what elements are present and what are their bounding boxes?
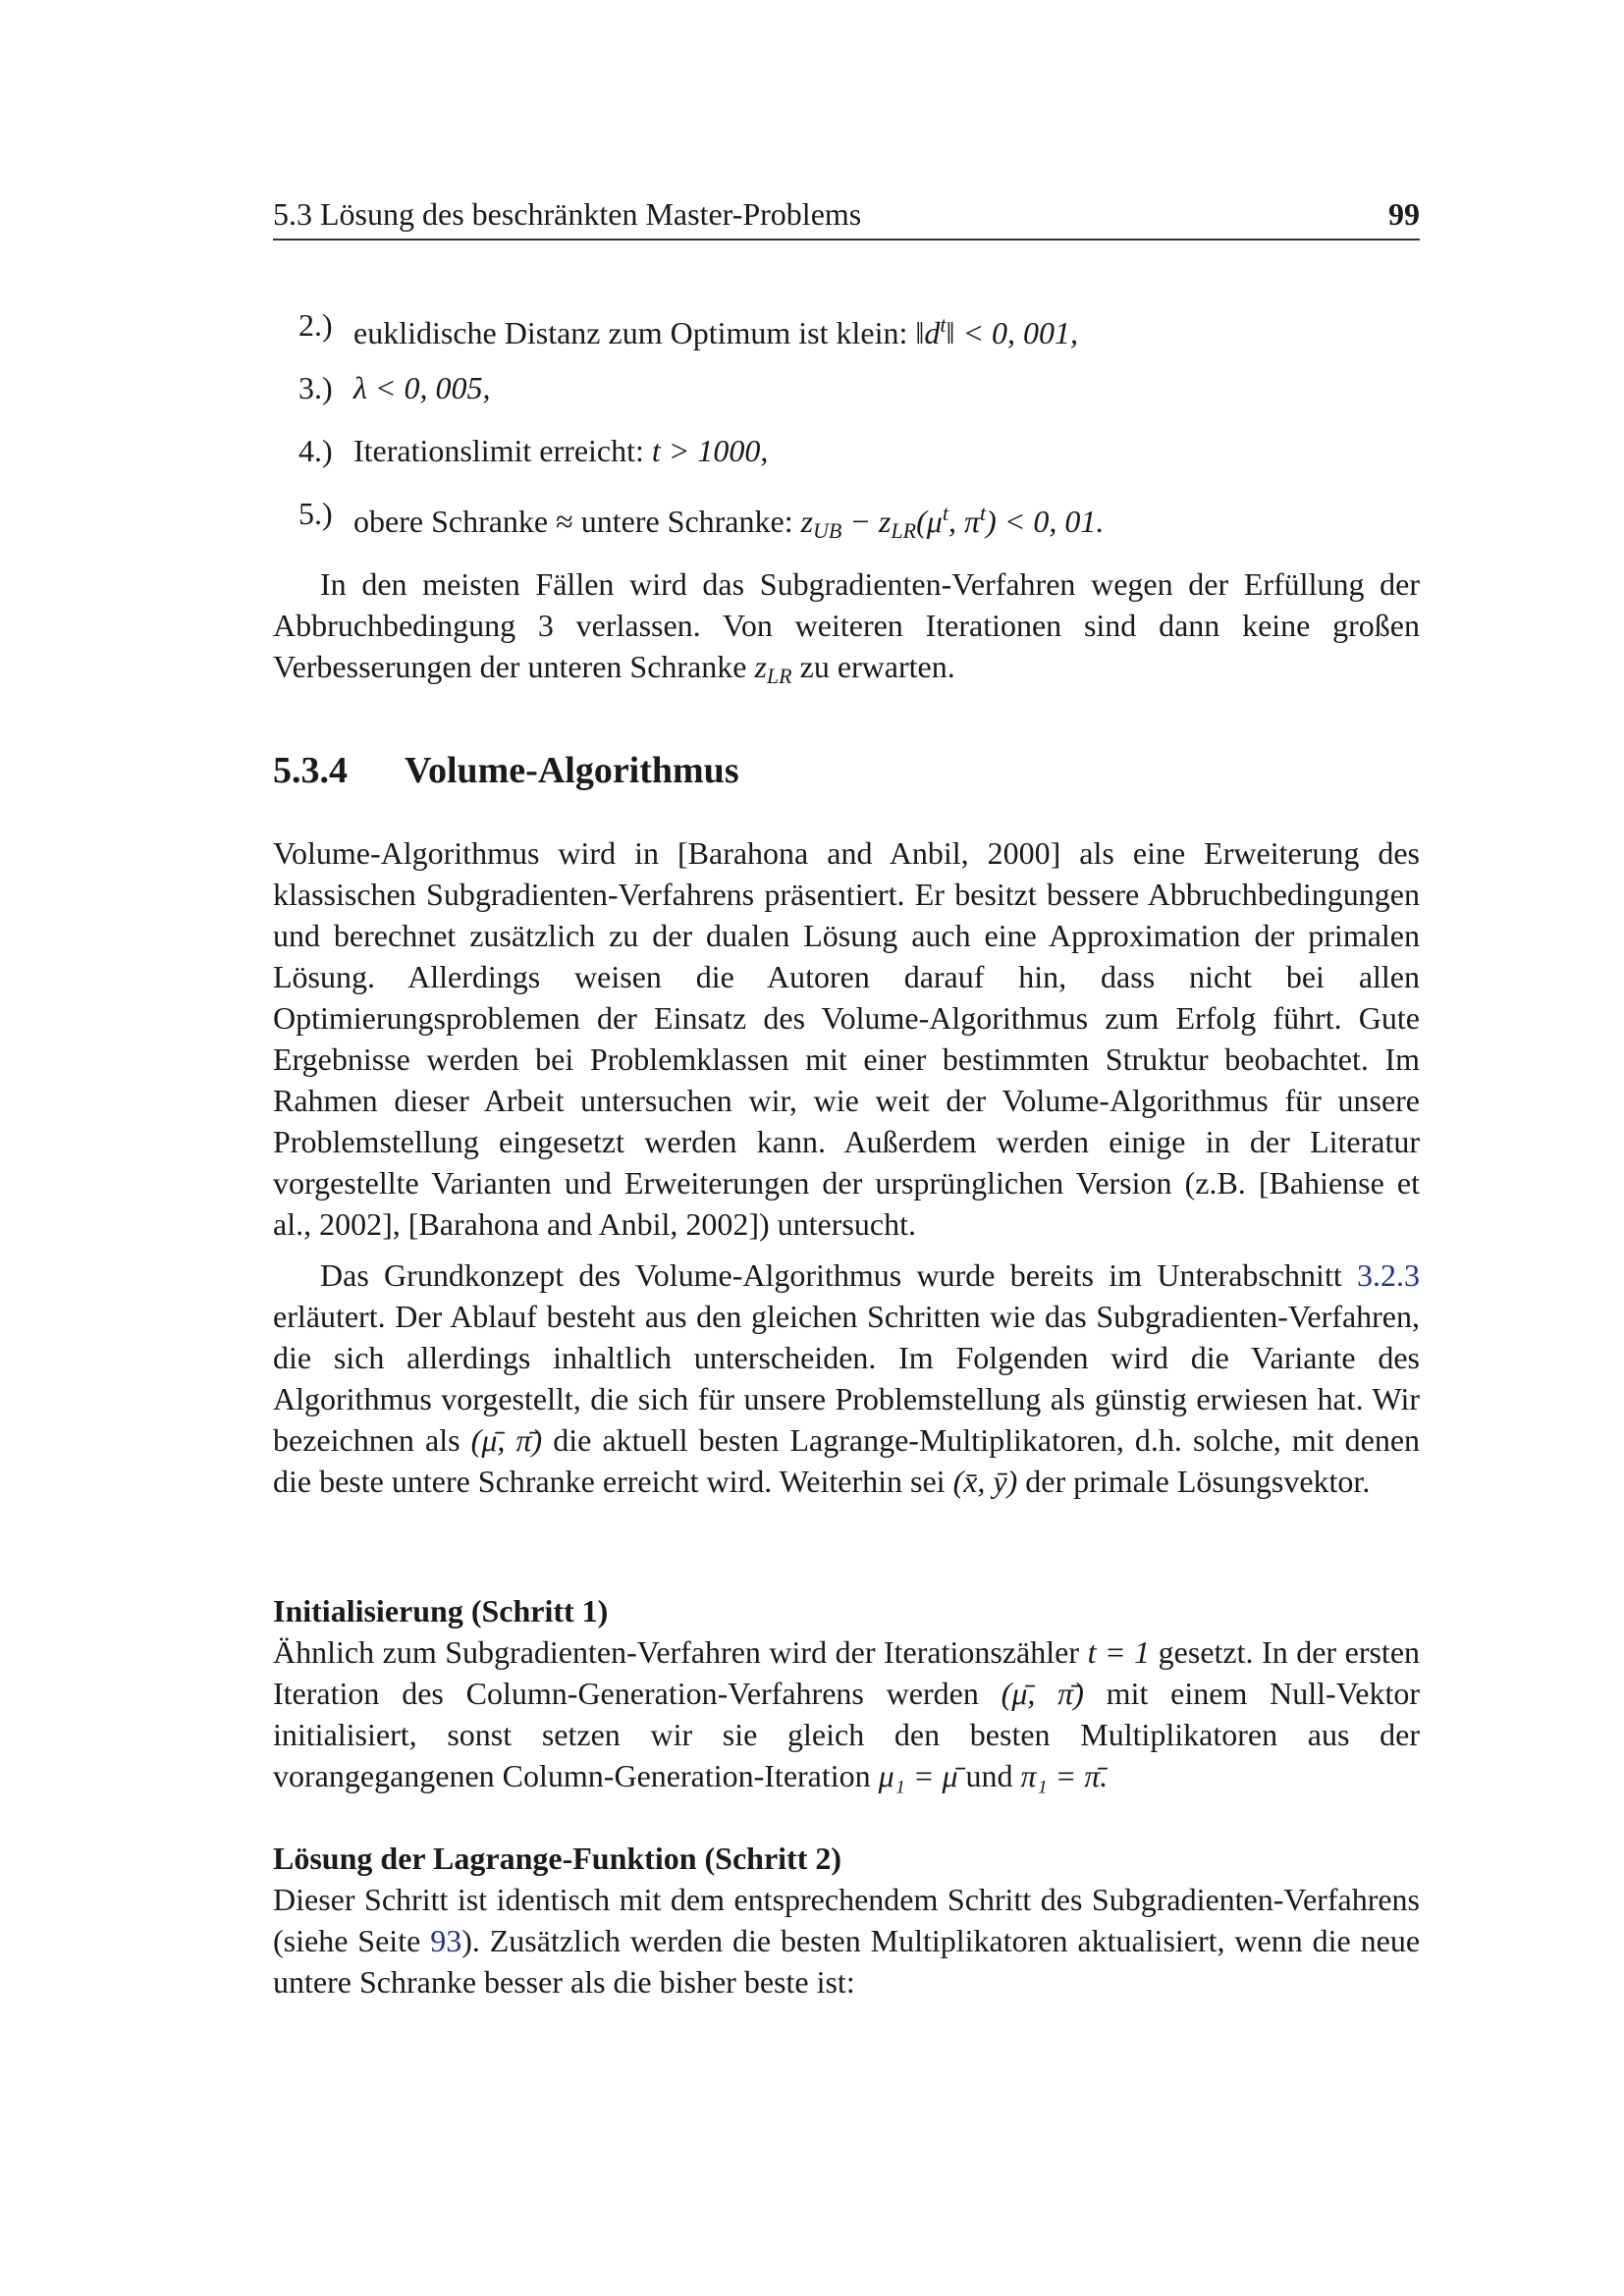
header-section-title: 5.3 Lösung des beschränkten Master-Problems	[273, 196, 862, 232]
list-item-label: 5.)	[298, 496, 333, 531]
step-initialisierung: Initialisierung (Schritt 1) Ähnlich zum Subgradienten-Verfahren wird der Iterationszähler t = 1 gesetzt. In der ersten Iteration des Column-Generation-Verfahrens werden (μ̄, π̄) mit einem Null-Vektor initialisiert, sonst setzen wir sie gleich den besten Multiplikatoren aus der vorangegangenen Column-Generation-Iteration μ₁ = μ̄ und π₁ = π̄.	[273, 1590, 1420, 1796]
math-inline: $z_{LR}$	[754, 649, 792, 688]
math-inline: (μ̄, π̄)	[470, 1422, 543, 1458]
subsection-heading	[273, 746, 1420, 795]
list-item-label: 4.)	[298, 433, 333, 468]
math-inline: $‖d^t‖ < 0$, 001,	[915, 312, 1079, 350]
step-lagrange-funktion: Lösung der Lagrange-Funktion (Schritt 2) Dieser Schritt ist identisch mit dem entsprechendem Schritt des Subgradienten-Verfahrens (siehe Seite 93). Zusätzlich werden die besten Multiplikatoren aktualisiert, wenn die neue untere Schranke besser als die bisher beste ist:	[273, 1838, 1420, 2002]
list-item-text	[353, 304, 1078, 353]
step-heading: Lösung der Lagrange-Funktion (Schritt 2)	[273, 1841, 842, 1876]
page-reference-link[interactable]: 93	[430, 1923, 462, 1958]
section-reference-link[interactable]: 3.2.3	[1357, 1257, 1420, 1293]
math-inline: (x̄, ȳ)	[952, 1464, 1018, 1499]
math-inline: t = 1	[1087, 1634, 1151, 1670]
list-item-text	[353, 493, 1104, 552]
paragraph-volume-intro: Volume-Algorithmus wird in [Barahona and Anbil, 2000] als eine Erweiterung des klassischen Subgradienten-Verfahrens präsentiert. Er besitzt bessere Abbruchbedingungen und berechnet zusätzlich zu der dualen Lösung auch eine Approximation der primalen Lösung. Allerdings weisen die Autoren darauf hin, dass nicht bei allen Optimierungsproblemen der Einsatz des Volume-Algorithmus zum Erfolg führt. Gute Ergebnisse werden bei Problemklassen mit einer bestimmten Struktur beobachtet. Im Rahmen dieser Arbeit untersuchen wir, wie weit der Volume-Algorithmus für unsere Problemstellung eingesetzt werden kann. Außerdem werden einige in der Literatur vorgestellte Varianten und Erweiterungen der ursprünglichen Version (z.B. [Bahiense et al., 2002], [Barahona and Anbil, 2002]) untersucht.	[273, 835, 1420, 1242]
list-item	[273, 304, 1420, 367]
math-inline: π₁ = π̄.	[1020, 1758, 1109, 1793]
list-item-text	[353, 430, 768, 471]
list-item	[273, 430, 1420, 493]
list-item-label: 2.)	[298, 307, 333, 343]
math-inline: μ₁ = μ̄	[878, 1758, 958, 1793]
math-inline: $z_{UB} - z_{LR}(\mu^t$, $\pi^t) < 0$, 01.	[800, 501, 1105, 543]
list-item	[273, 367, 1420, 430]
math-inline: t > 1000,	[651, 433, 769, 468]
list-item-body: euklidische Distanz zum Optimum ist klein:	[353, 315, 908, 350]
subsection-number: 5.3.4	[273, 750, 348, 791]
list-item-text	[353, 367, 490, 408]
math-inline: (μ̄, π̄)	[1001, 1676, 1084, 1711]
list-item-body: obere Schranke ≈ untere Schranke:	[353, 504, 793, 539]
page-number: 99	[1388, 196, 1420, 232]
step-heading: Initialisierung (Schritt 1)	[273, 1593, 609, 1629]
subsection-title: Volume-Algorithmus	[405, 750, 739, 791]
paragraph-volume-concept: Das Grundkonzept des Volume-Algorithmus wurde bereits im Unterabschnitt 3.2.3 erläutert. Der Ablauf besteht aus den gleichen Schritten wie das Subgradienten-Verfahren, die sich allerdings inhaltlich unterscheiden. Im Folgenden wird die Variante des Algorithmus vorgestellt, die sich für unsere Problemstellung als günstig erwiesen hat. Wir bezeichnen als (μ̄, π̄) die aktuell besten Lagrange-Multiplikatoren, d.h. solche, mit denen die beste untere Schranke erreicht wird. Weiterhin sei (x̄, ȳ) der primale Lösungsvektor.	[273, 1257, 1421, 1499]
paragraph-termination: In den meisten Fällen wird das Subgradienten-Verfahren wegen der Erfüllung der Abbruchbedingung 3 verlassen. Von weiteren Iterationen sind dann keine großen Verbesserungen der unteren Schranke $z_{LR}$ zu erwarten.	[273, 566, 1420, 688]
list-item	[273, 493, 1420, 556]
math-inline: λ < 0, 005,	[353, 370, 491, 405]
termination-criteria-list	[273, 304, 1420, 556]
header-rule	[273, 239, 1420, 240]
list-item-label: 3.)	[298, 370, 333, 405]
list-item-body: Iterationslimit erreicht:	[353, 433, 644, 468]
